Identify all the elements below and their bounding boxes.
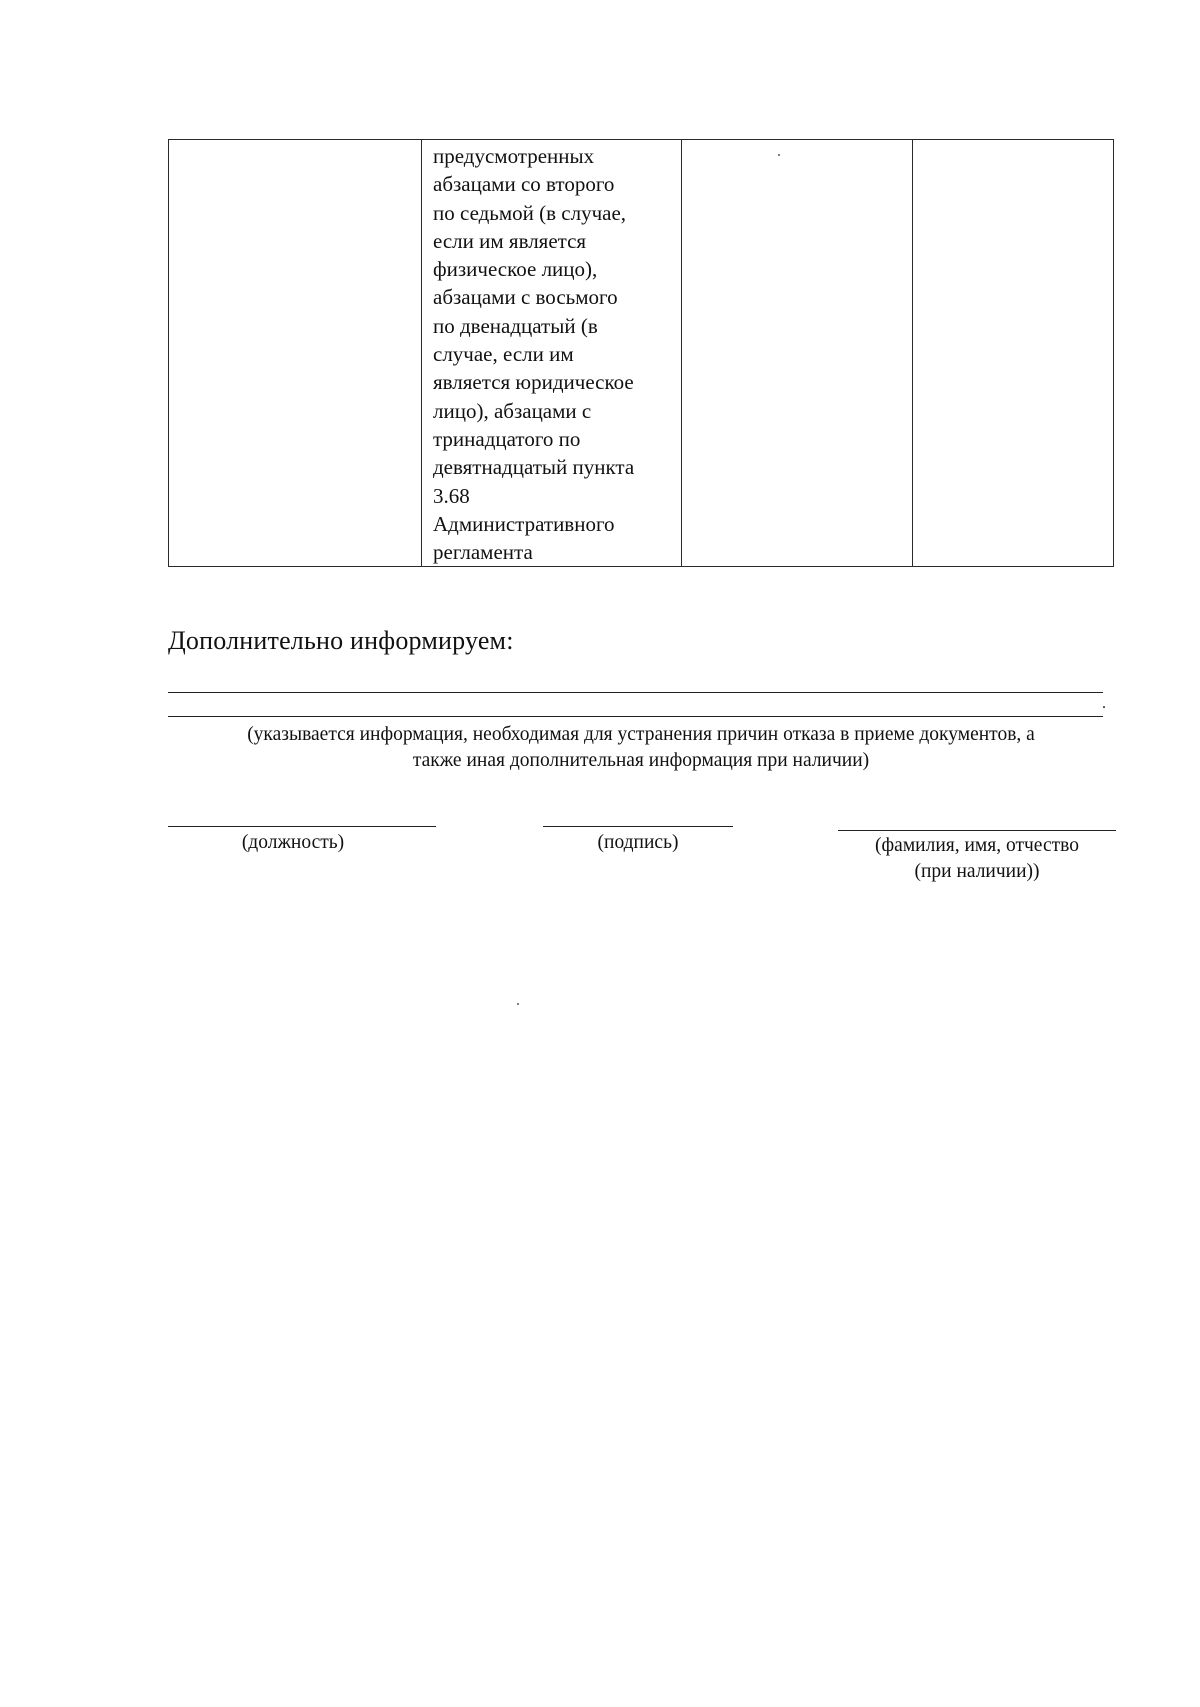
signature-line [543,826,733,827]
cell-line: предусмотренных [433,144,595,168]
cell-line: регламента [433,540,533,565]
position-line [168,826,436,827]
table-cell-4 [913,140,1114,567]
name-label-line: (фамилия, имя, отчество [875,835,1079,856]
note-line: (указывается информация, необходимая для устранения причин отказа в приеме документов, а [247,724,1035,745]
cell-line: тринадцатого по [433,426,581,451]
cell-line: Административного [433,511,615,536]
cell-line: по седьмой (в случае, [433,200,627,225]
cell-text [422,140,681,566]
fill-line-2 [168,716,1103,717]
cell-line: 3.68 [433,483,470,508]
name-label [838,833,1116,885]
cell-line: если им является [433,228,587,253]
scan-speck [778,154,780,156]
name-label-line: (при наличии)) [914,861,1040,882]
additional-info-note [168,722,1114,774]
cell-line: лицо), абзацами с [433,398,592,423]
cell-line: абзацами с восьмого [433,285,618,310]
table-row [169,140,1114,567]
cell-line: девятнадцатый пункта [433,455,635,480]
table-cell-2 [422,140,682,567]
reasons-table [168,139,1114,567]
table-cell-1 [169,140,422,567]
end-mark: . [1102,695,1106,712]
additional-info-heading: Дополнительно информируем: [168,626,514,655]
name-line [838,830,1116,831]
cell-line: по двенадцатый (в [433,313,598,338]
cell-line: является юридическое [433,370,634,395]
position-label: (должность) [241,832,345,853]
table-cell-3 [682,140,913,567]
cell-line: физическое лицо), [433,257,598,282]
fill-line-1 [168,692,1103,693]
signature-label: (подпись) [597,832,679,853]
cell-line: случае, если им [433,342,574,367]
scan-speck [517,1003,519,1005]
cell-line: абзацами со второго [433,172,615,197]
note-line: также иная дополнительная информация при наличии) [412,750,870,771]
